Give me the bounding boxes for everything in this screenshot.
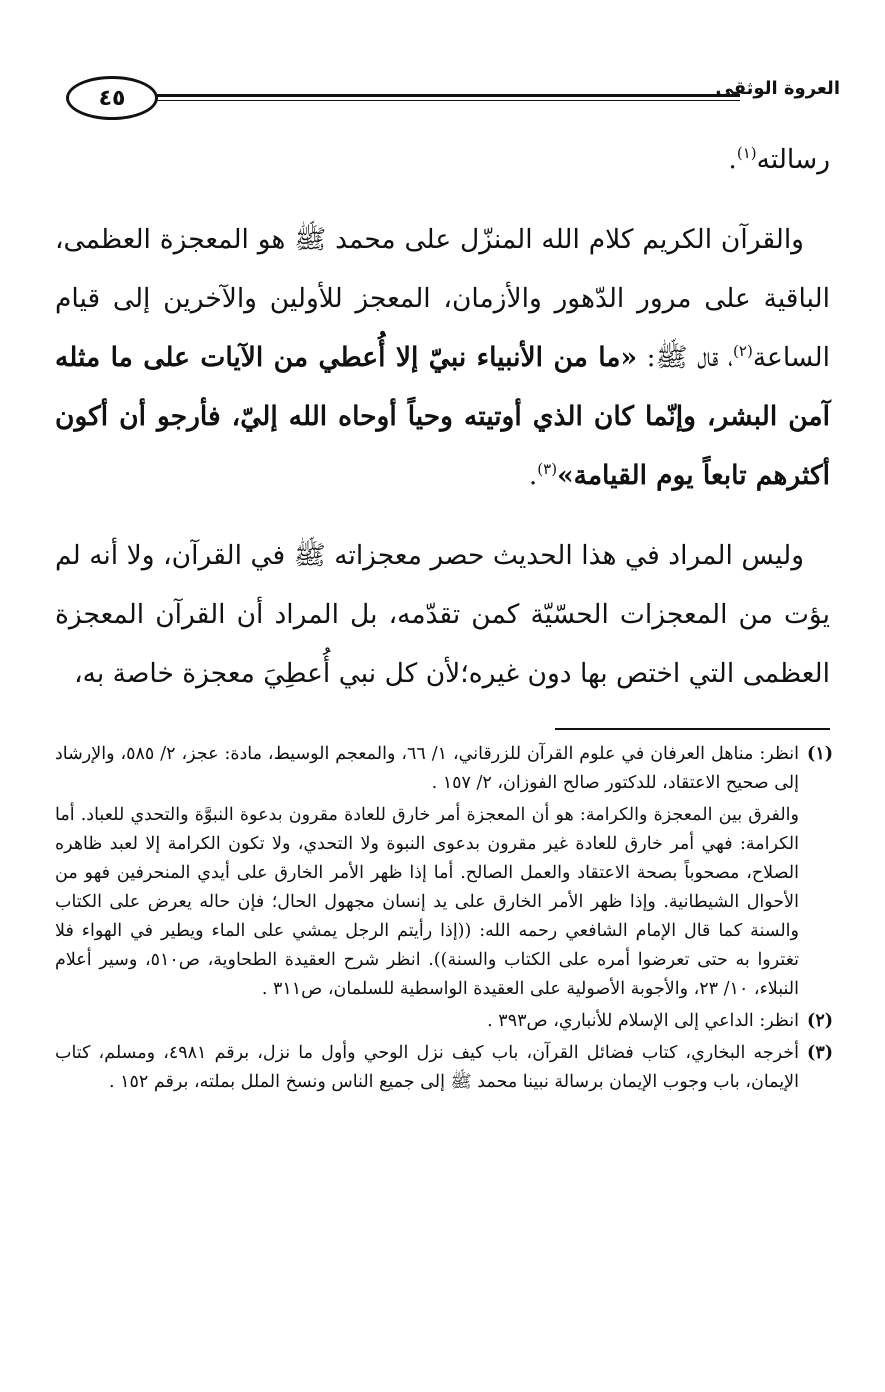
header-rule-thin: [155, 100, 740, 101]
footnote-2: [55, 1007, 833, 1036]
footnote-separator: [555, 728, 830, 730]
footnote-number: (٣): [807, 1043, 833, 1063]
footnote-text: والفرق بين المعجزة والكرامة: هو أن المعجزة أمر خارق للعادة مقرون بدعوة النبوَّة والتحدي للعباد. أما الكرامة: فهي أمر خارق للعادة غير مقرون بدعوى النبوة ولا التحدي، ولا تكون الكرامة إلا لعبد ظاهره الصلاح، مصحوباً بصحة الاعتقاد والعمل الصالح. أما إذا ظهر الأمر الخارق على أيدي المنحرفين فهو من الأحوال الشيطانية. وإذا ظهر الأمر الخارق على يد إنسان مجهول الحال؛ فإن حاله يعرض على الكتاب والسنة كما قال الإمام الشافعي رحمه الله: ((إذا رأيتم الرجل يمشي على الماء ويطير في الهواء فلا تغتروا به حتى تعرضوا أمره على الكتاب والسنة)). انظر شرح العقيدة الطحاوية، ص٥١٠، وسير أعلام النبلاء، ١٠/ ٢٣، والأجوبة الأصولية على العقيدة الواسطية للسلمان، ص٣١١ .: [55, 805, 800, 999]
footnote-ref-2: (٢): [733, 342, 753, 361]
page-header: [60, 70, 840, 130]
hadith-quote: «ما من الأنبياء نبيّ إلا أُعطي من الآيات على ما مثله آمن البشر، وإنّما كان الذي أوتيته وحياً أوحاه الله إليّ، فأرجو أن أكون أكثرهم تابعاً يوم القيامة»: [55, 342, 830, 491]
header-rule: [155, 94, 740, 97]
footnote-ref-1: (١): [736, 144, 757, 163]
page-number: ٤٥: [98, 85, 126, 111]
footnote-ref-3: (٣): [537, 460, 558, 479]
book-title: العروة الوثقى: [715, 78, 840, 99]
footnotes: [55, 740, 833, 1100]
paragraph-continuation: رسالته$^{(١)}$.: [728, 144, 830, 175]
footnote-text: انظر: مناهل العرفان في علوم القرآن للزرقاني، ١/ ٦٦، والمعجم الوسيط، مادة: عجز، ٢/ ٥٨٥، والإرشاد إلى صحيح الاعتقاد، للدكتور صالح الفوزان، ٢/ ١٥٧ .: [55, 744, 799, 793]
footnote-number: (١): [807, 744, 833, 764]
paragraph-quran-miracle: والقرآن الكريم كلام الله المنزّل على محمد ﷺ هو المعجزة العظمى، الباقية على مرور الدّهور والأزمان، المعجز للأولين والآخرين إلى قيام الساعة$^{(٢)}$، قال ﷺ: «ما من الأنبياء نبيّ إلا أُعطي من الآيات على ما مثله آمن البشر، وإنّما كان الذي أوتيته وحياً أوحاه الله إليّ، فأرجو أن أكون أكثرهم تابعاً يوم القيامة»$^{(٣)}$.: [55, 224, 830, 491]
paragraph-explanation: وليس المراد في هذا الحديث حصر معجزاته ﷺ في القرآن، ولا أنه لم يؤت من المعجزات الحسّيّة كمن تقدّمه، بل المراد أن القرآن المعجزة العظمى التي اختص بها دون غيره؛لأن كل نبي أُعطِيَ معجزة خاصة به،: [55, 540, 830, 689]
footnote-3: [55, 1039, 833, 1097]
page-number-oval: [66, 76, 158, 120]
footnote-1: [55, 740, 833, 1004]
main-text: [55, 130, 830, 703]
footnote-number: (٢): [807, 1011, 833, 1031]
footnote-text: أخرجه البخاري، كتاب فضائل القرآن، باب كيف نزل الوحي وأول ما نزل، برقم ٤٩٨١، ومسلم، كتاب الإيمان، باب وجوب الإيمان برسالة نبينا محمد ﷺ إلى جميع الناس ونسخ الملل بملته، برقم ١٥٢ .: [55, 1043, 799, 1092]
footnote-text: انظر: الداعي إلى الإسلام للأنباري، ص٣٩٣ .: [487, 1011, 799, 1031]
